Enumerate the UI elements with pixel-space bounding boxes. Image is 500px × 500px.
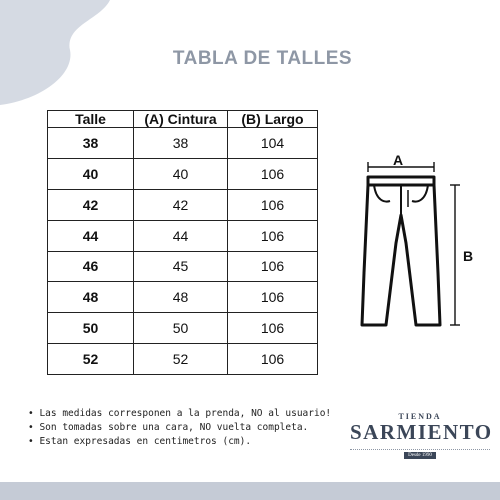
page-title: TABLA DE TALLES [172,48,353,69]
header-talle: Talle [48,111,134,128]
table-row [48,189,318,220]
cell-largo: 104 [228,128,318,159]
table-row [48,282,318,313]
brand-name: SARMIENTO [350,420,493,444]
pants-icon [362,177,440,325]
table-row [48,128,318,159]
cell-talle: 40 [48,158,134,189]
brand-divider [350,449,490,451]
cell-largo: 106 [228,282,318,313]
cell-largo: 106 [228,344,318,375]
cell-cintura: 40 [134,158,228,189]
cell-talle: 48 [48,282,134,313]
length-measure-arrow [450,185,460,325]
pants-diagram [350,145,480,345]
cell-cintura: 38 [134,128,228,159]
cell-talle: 38 [48,128,134,159]
header-largo: (B) Largo [228,111,318,128]
cell-talle: 44 [48,220,134,251]
cell-cintura: 52 [134,344,228,375]
note-item: • Estan expresadas en centimetros (cm). [28,435,331,449]
header-cintura: (A) Cintura [134,111,228,128]
table-header-row [48,111,318,128]
cell-cintura: 48 [134,282,228,313]
cell-largo: 106 [228,158,318,189]
brand-top-text: TIENDA [398,412,442,421]
table-row [48,158,318,189]
brand-logo [350,412,493,461]
bottom-band [0,482,500,500]
table-row [48,251,318,282]
note-item: • Son tomadas sobre una cara, NO vuelta completa. [28,421,331,435]
table-row [48,220,318,251]
cell-largo: 106 [228,220,318,251]
size-table [47,110,318,375]
cell-cintura: 42 [134,189,228,220]
cell-talle: 46 [48,251,134,282]
cell-largo: 106 [228,251,318,282]
cell-talle: 50 [48,313,134,344]
cell-talle: 42 [48,189,134,220]
table-row [48,344,318,375]
cell-cintura: 45 [134,251,228,282]
brand-since: Desde 1990 [404,452,436,459]
cell-talle: 52 [48,344,134,375]
cell-cintura: 44 [134,220,228,251]
cell-largo: 106 [228,313,318,344]
note-item: • Las medidas corresponen a la prenda, NO al usuario! [28,407,331,421]
label-a: A [393,152,404,168]
cell-largo: 106 [228,189,318,220]
table-row [48,313,318,344]
notes-list [28,407,331,449]
label-b: B [463,248,474,264]
cell-cintura: 50 [134,313,228,344]
